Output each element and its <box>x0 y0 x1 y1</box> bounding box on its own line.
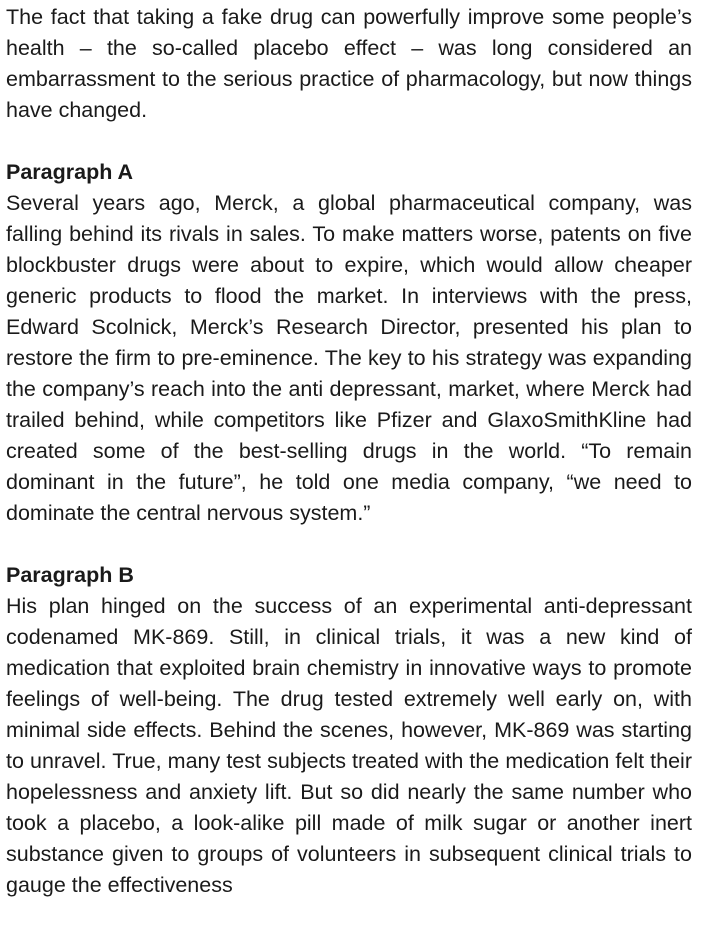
paragraph-spacer <box>6 529 692 560</box>
paragraph-b-text: His plan hinged on the success of an experimental anti-depressant codenamed MK-869. Still, in clinical trials, it was a new kind of medication that exploited brain chemistry in innovative ways to promote feelings of well-being. The drug tested extremely well early on, with minimal side effects. Behind the scenes, however, MK-869 was starting to unravel. True, many test subjects treated with the medication felt their hopelessness and anxiety lift. But so did nearly the same number who took a placebo, a look-alike pill made of milk sugar or another inert substance given to groups of volunteers in subsequent clinical trials to gauge the effectiveness <box>6 594 692 897</box>
paragraph-spacer <box>6 126 692 157</box>
intro-paragraph: The fact that taking a fake drug can powerfully improve some people’s health – the so-called placebo effect – was long considered an embarrassment to the serious practice of pharmacology, but now things have changed. <box>6 5 692 122</box>
paragraph-b-heading: Paragraph B <box>6 563 134 587</box>
paragraph-a-heading: Paragraph A <box>6 160 134 184</box>
paragraph-a-text: Several years ago, Merck, a global pharmaceutical company, was falling behind its rivals in sales. To make matters worse, patents on five blockbuster drugs were about to expire, which would allow cheaper generic products to flood the market. In interviews with the press, Edward Scolnick, Merck’s Research Director, presented his plan to restore the firm to pre-eminence. The key to his strategy was expanding the company’s reach into the anti depressant, market, where Merck had trailed behind, while competitors like Pfizer and GlaxoSmithKline had created some of the best-selling drugs in the world. “To remain dominant in the future”, he told one media company, “we need to dominate the central nervous system.” <box>6 191 692 525</box>
